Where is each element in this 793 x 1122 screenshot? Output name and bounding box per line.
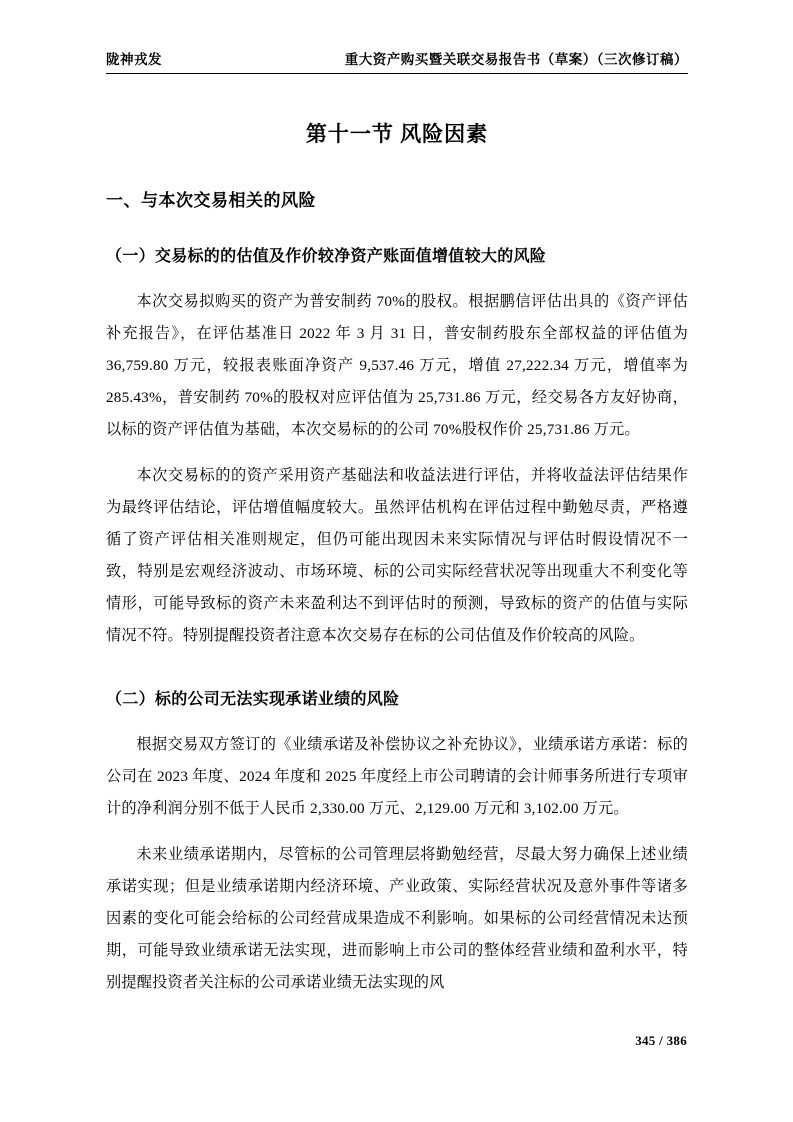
page-title: 第十一节 风险因素 [305,122,489,146]
paragraph: 根据交易双方签订的《业绩承诺及补偿协议之补充协议》，业绩承诺方承诺：标的公司在 2023 年度、2024 年度和 2025 年度经上市公司聘请的会计师事务所进行专项审计的净利润分别不低于人民币 2,330.00 万元、2,129.00 万元和 3,102.00 万元。 [106,736,688,817]
header-company-name: 陇神戎发 [106,52,162,67]
page-content [106,48,688,999]
page-number: 345 / 386 [635,1033,687,1048]
paragraph: 未来业绩承诺期内，尽管标的公司管理层将勤勉经营，尽最大努力确保上述业绩承诺实现；但是业绩承诺期内经济环境、产业政策、实际经营状况及意外事件等诸多因素的变化可能会给标的公司经营成果造成不利影响。如果标的公司经营情况未达预期，可能导致业绩承诺无法实现，进而影响上市公司的整体经营业绩和盈利水平，特别提醒投资者关注标的公司承诺业绩无法实现的风 [106,846,688,991]
page-header [106,48,688,73]
subsection-heading-1: （一）交易标的的估值及作价较净资产账面值增值较大的风险 [106,248,547,265]
subsection-heading-2: （二）标的公司无法实现承诺业绩的风险 [106,691,400,708]
section-heading-1: 一、与本次交易相关的风险 [106,191,316,210]
header-divider [106,73,688,74]
header-document-title: 重大资产购买暨关联交易报告书（草案）（三次修订稿） [344,52,688,67]
paragraph: 本次交易标的的资产采用资产基础法和收益法进行评估，并将收益法评估结果作为最终评估结论，评估增值幅度较大。虽然评估机构在评估过程中勤勉尽责，严格遵循了资产评估相关准则规定，但仍可能出现因未来实际情况与评估时假设情况不一致，特别是宏观经济波动、市场环境、标的公司实际经营状况等出现重大不利变化等情形，可能导致标的资产未来盈利达不到评估时的预测，导致标的资产的估值与实际情况不符。特别提醒投资者注意本次交易存在标的公司估值及作价较高的风险。 [106,467,688,644]
paragraph: 本次交易拟购买的资产为普安制药 70%的股权。根据鹏信评估出具的《资产评估补充报告》，在评估基准日 2022 年 3 月 31 日，普安制药股东全部权益的评估值为 36,759.80 万元，较报表账面净资产 9,537.46 万元，增值 27,222.34 万元，增值率为 285.43%，普安制药 70%的股权对应评估值为 25,731.86 万元，经交易各方友好协商，以标的资产评估值为基础，本次交易标的的公司 70%股权作价 25,731.86 万元。 [106,293,688,438]
